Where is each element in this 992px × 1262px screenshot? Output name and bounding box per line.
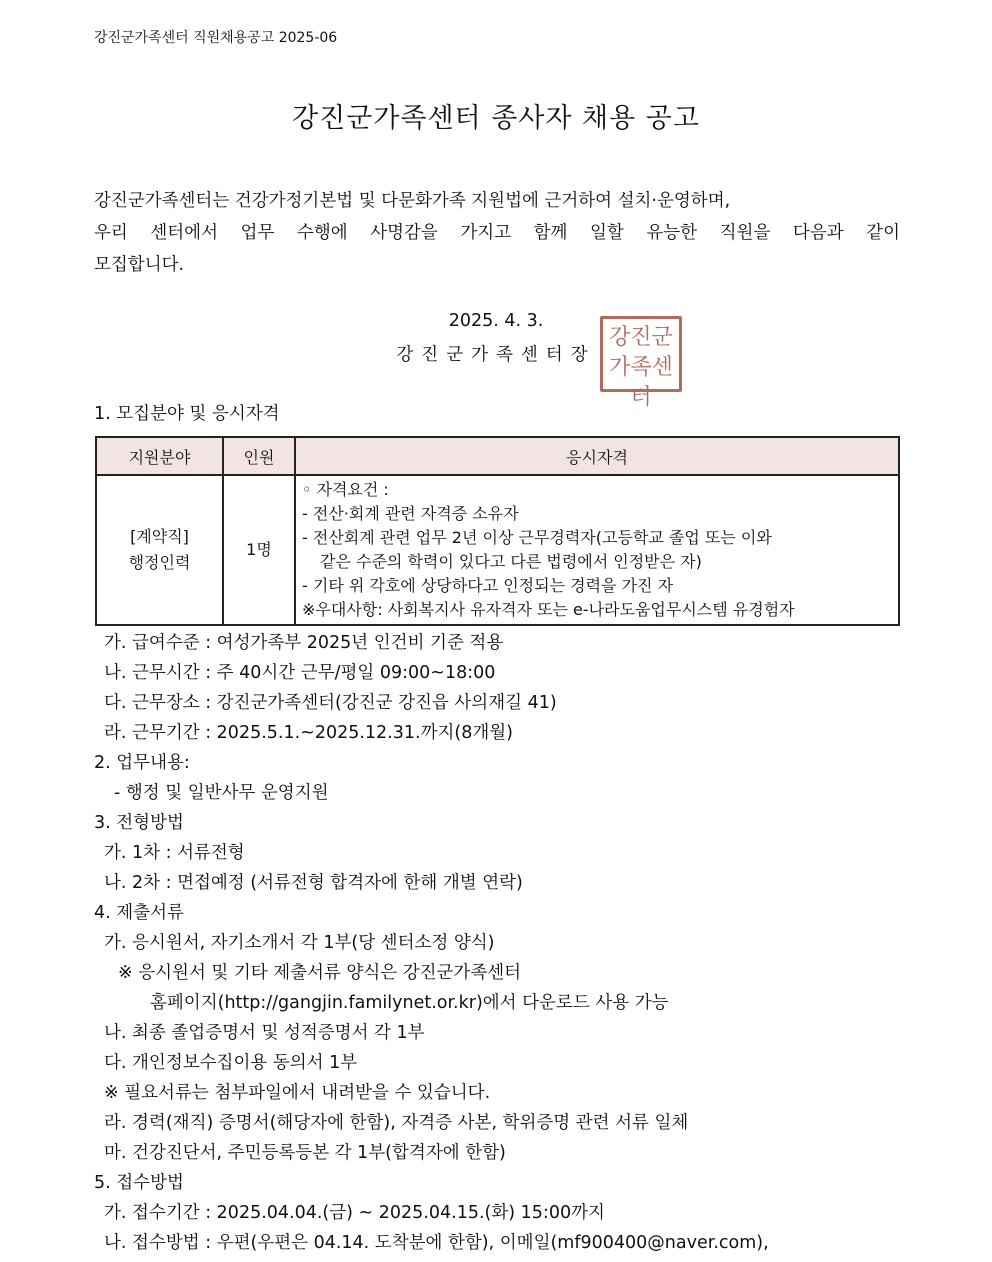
signer-name: 강진군가족센터장 [396,345,596,365]
recruitment-table [95,436,900,626]
section-heading: 5. 접수방법 [94,1173,184,1193]
list-item: 나. 접수방법 : 우편(우편은 04.14. 도착분에 한함), 이메일(mf900400@naver.com), [104,1233,769,1253]
seal-text: 강진군 [609,325,673,350]
qualification-line: ◦ 자격요건 : [302,480,389,499]
seal-text: 가족센터 [609,355,673,410]
list-item: 라. 경력(재직) 증명서(해당자에 한함), 자격증 사본, 학위증명 관련 서류 일체 [104,1113,689,1133]
field-name: 행정인력 [128,553,191,572]
list-item: 나. 근무시간 : 주 40시간 근무/평일 09:00~18:00 [104,663,496,683]
list-item: 나. 2차 : 면접예정 (서류전형 합격자에 한해 개별 연락) [104,873,523,893]
intro-paragraph [94,185,900,281]
headcount-cell: 1명 [223,475,295,625]
table-row [96,475,899,625]
table-header-row [96,437,899,475]
list-item: 라. 근무기간 : 2025.5.1.~2025.12.31.까지(8개월) [104,723,513,743]
field-type: [계약직] [130,527,189,546]
list-item: 마. 건강진단서, 주민등록등본 각 1부(합격자에 한함) [104,1143,506,1163]
list-item: 다. 개인정보수집이용 동의서 1부 [104,1053,358,1073]
qualification-line: - 전산회계 관련 업무 2년 이상 근무경력자(고등학교 졸업 또는 이와 [302,528,772,547]
section-heading: 2. 업무내용: [94,753,190,773]
field-cell [96,475,223,625]
intro-line: 모집합니다. [94,255,185,275]
section-heading: 3. 전형방법 [94,813,184,833]
qualification-line: 같은 수준의 학력이 있다고 다른 법령에서 인정받은 자) [320,552,702,571]
intro-line: 강진군가족센터는 건강가정기본법 및 다문화가족 지원법에 근거하여 설치·운영하며, [94,191,731,211]
qualification-line: - 기타 위 각호에 상당하다고 인정되는 경력을 가진 자 [302,576,674,595]
announcement-date: 2025. 4. 3. [448,311,544,331]
qualification-line: ※우대사항: 사회복지사 유자격자 또는 e-나라도움업무시스템 유경험자 [302,600,795,619]
list-item: 나. 최종 졸업증명서 및 성적증명서 각 1부 [104,1023,425,1043]
table-header-cell: 지원분야 [96,437,223,475]
table-header-cell: 인원 [223,437,295,475]
note-line: ※ 필요서류는 첨부파일에서 내려받을 수 있습니다. [104,1083,491,1103]
note-line: 홈페이지(http://gangjin.familynet.or.kr)에서 다운로드 사용 가능 [150,993,669,1013]
section-heading: 4. 제출서류 [94,903,184,923]
section-heading: 1. 모집분야 및 응시자격 [94,404,280,424]
list-item: 가. 응시원서, 자기소개서 각 1부(당 센터소정 양식) [104,933,495,953]
note-line: ※ 응시원서 및 기타 제출서류 양식은 강진군가족센터 [118,963,522,983]
qualification-line: - 전산·회계 관련 자격증 소유자 [302,504,519,523]
document-reference-number: 강진군가족센터 직원채용공고 2025-06 [94,30,338,46]
document-title: 강진군가족센터 종사자 채용 공고 [292,103,700,134]
list-item: - 행정 및 일반사무 운영지원 [114,783,329,803]
list-item: 가. 접수기간 : 2025.04.04.(금) ~ 2025.04.15.(화) 15:00까지 [104,1203,605,1223]
intro-line: 우리 센터에서 업무 수행에 사명감을 가지고 함께 일할 유능한 직원을 다음과 같이 [94,223,900,243]
list-item: 가. 급여수준 : 여성가족부 2025년 인건비 기준 적용 [104,633,504,653]
list-item: 가. 1차 : 서류전형 [104,843,245,863]
qualifications-cell [295,475,899,625]
official-seal-stamp [600,316,682,410]
table-header-cell: 응시자격 [295,437,899,475]
list-item: 다. 근무장소 : 강진군가족센터(강진군 강진읍 사의재길 41) [104,693,557,713]
document-body [94,628,904,1258]
